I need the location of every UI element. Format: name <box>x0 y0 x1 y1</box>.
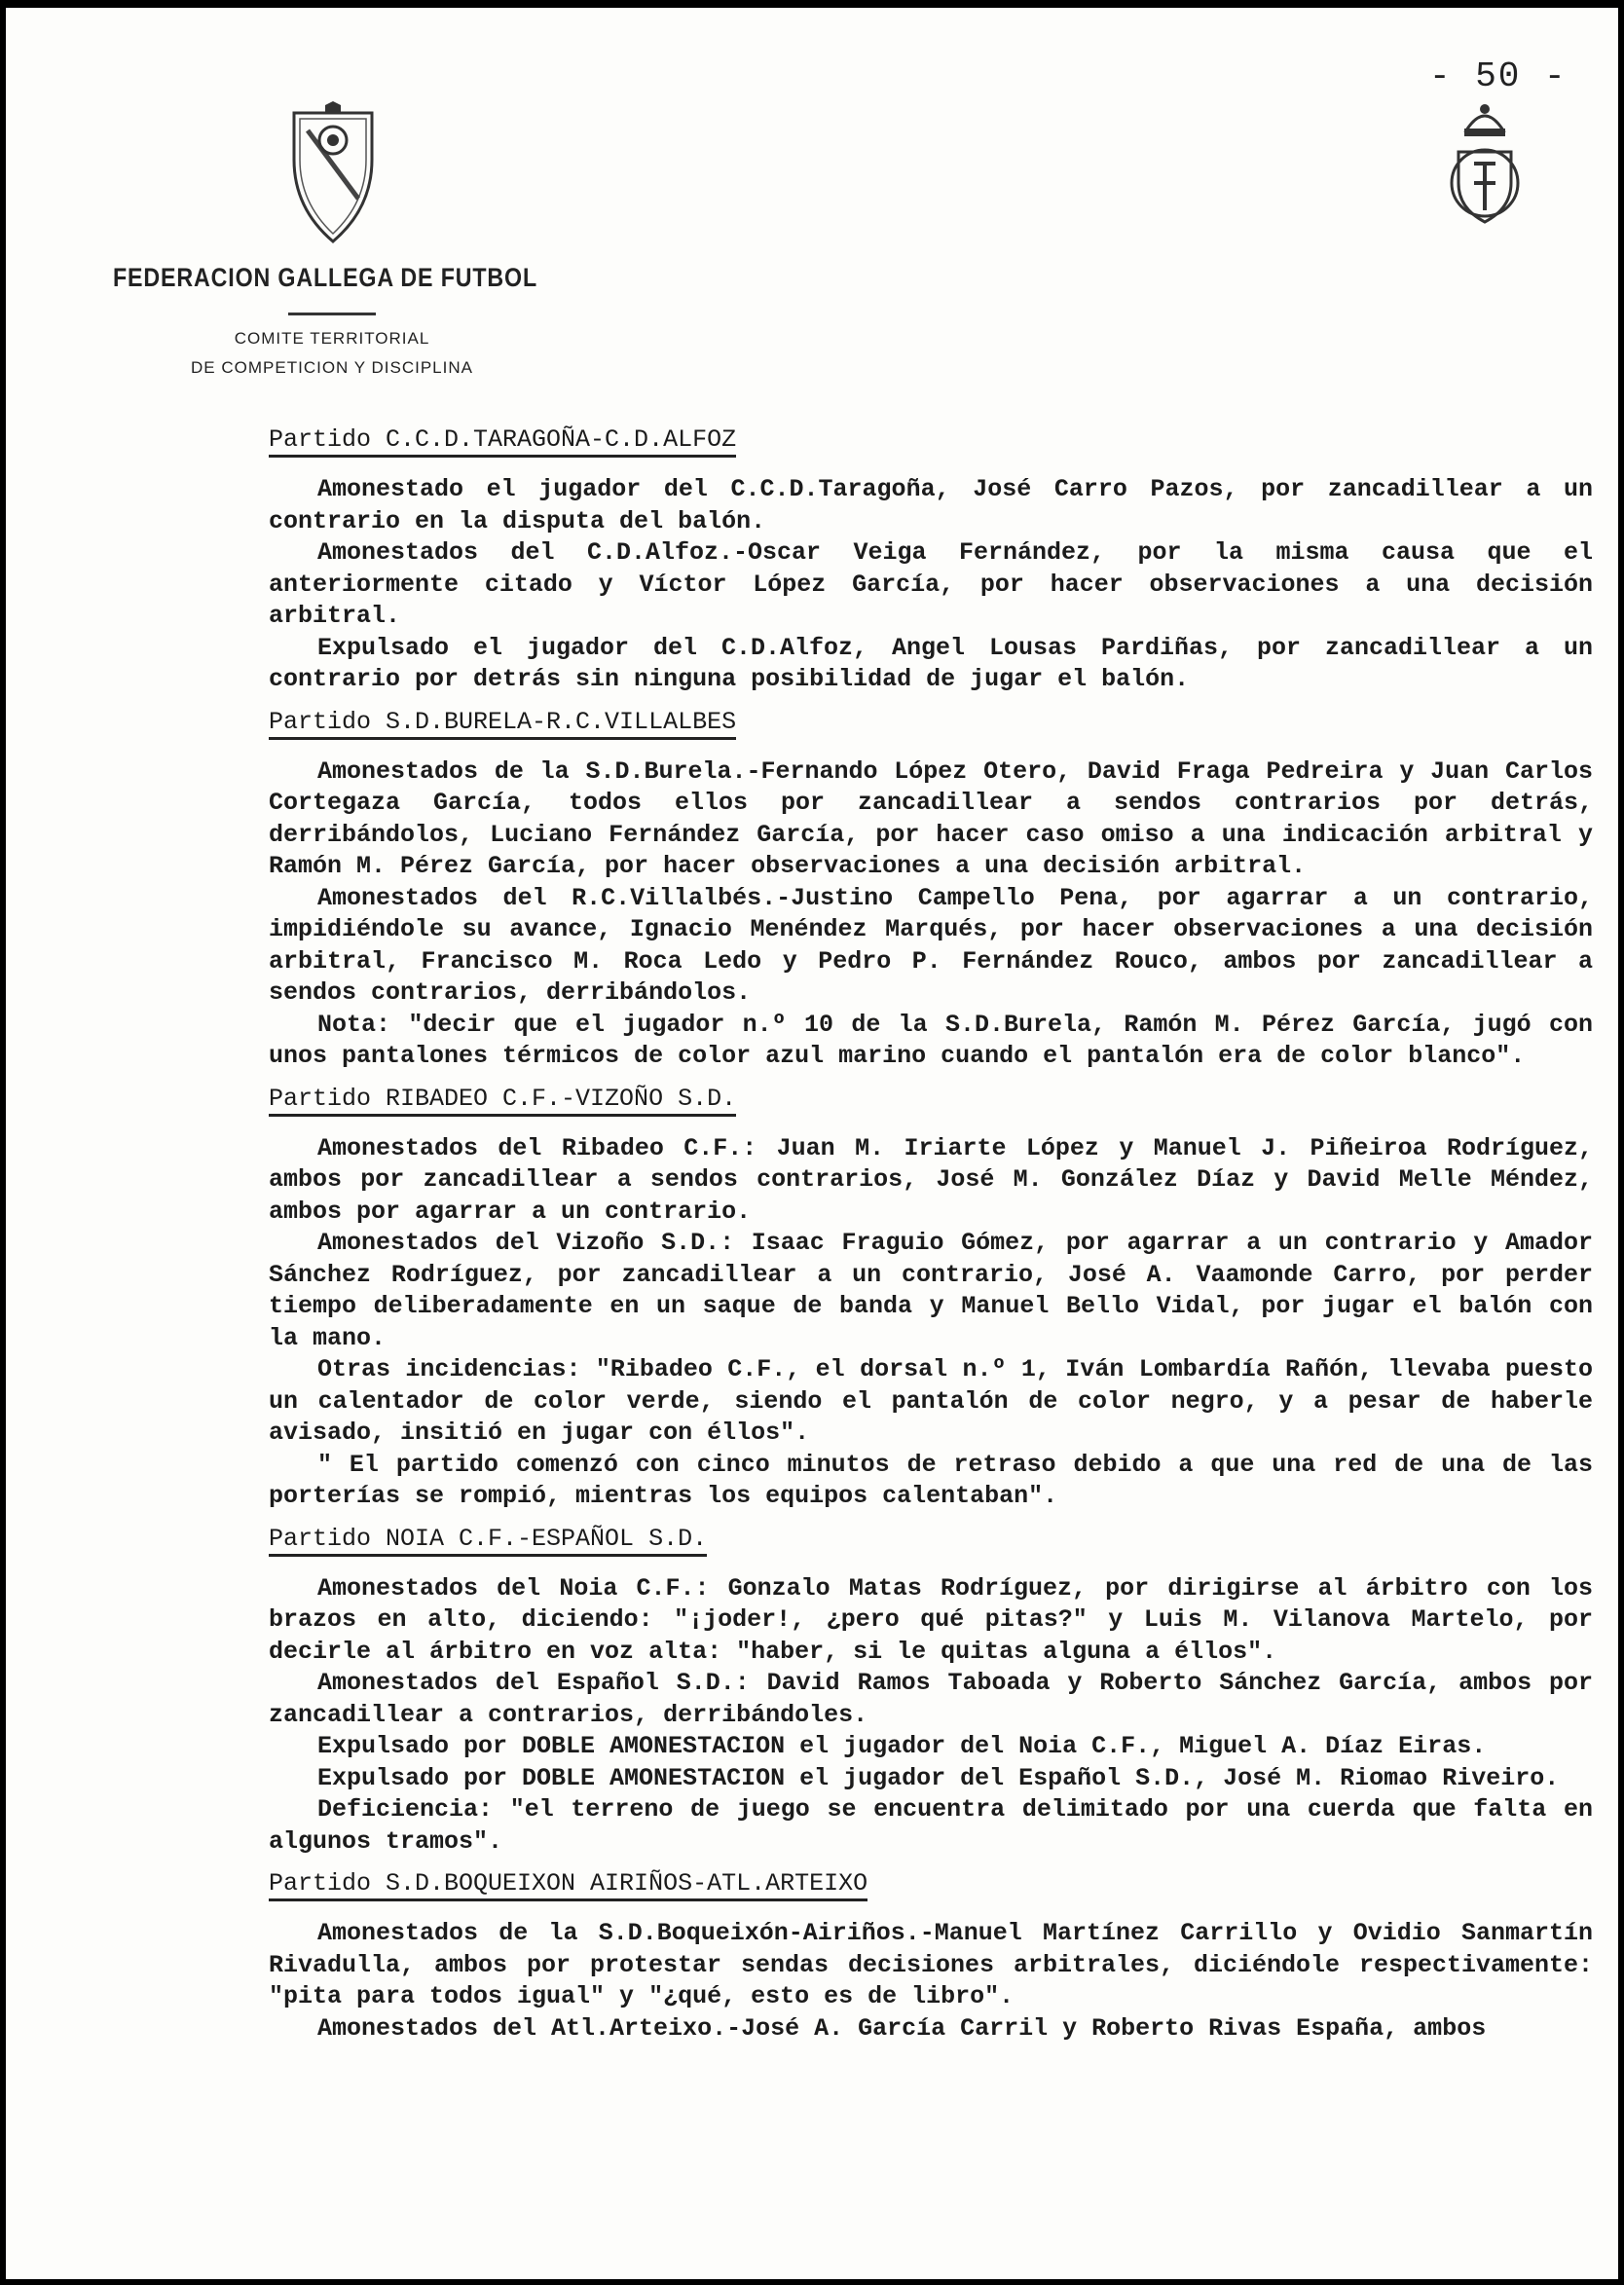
paragraph: Nota: "decir que el jugador n.º 10 de la S.D.Burela, Ramón M. Pérez García, jugó con unos pantalones térmicos de color azul marino cuando el pantalón era de color blanco". <box>269 1010 1593 1070</box>
committee-line-2: DE COMPETICION Y DISCIPLINA <box>191 358 473 377</box>
rfef-crest-icon <box>1445 95 1525 226</box>
paragraph: Amonestados del Español S.D.: David Ramos Taboada y Roberto Sánchez García, ambos por zancadillear a contrarios, derribándoles. <box>269 1669 1593 1729</box>
header-divider <box>288 313 376 315</box>
paragraph: Amonestados del Ribadeo C.F.: Juan M. Iriarte López y Manuel J. Piñeiroa Rodríguez, ambos por zancadillear a sendos contrarios, José M. González Díaz y David Melle Méndez, ambos por agarrar a un contrario. <box>269 1133 1593 1226</box>
paragraph: Amonestados de la S.D.Boqueixón-Airiños.-Manuel Martínez Carrillo y Ovidio Sanmartín Rivadulla, ambos por protestar sendas decisiones arbitrales, diciéndole respectivamente: "pita para todos igual" y "¿qué, esto es de libro". <box>269 1919 1593 2010</box>
section-gap <box>269 1073 1593 1081</box>
document-page <box>6 8 1618 2279</box>
federation-name: FEDERACION GALLEGA DE FUTBOL <box>113 263 538 292</box>
paragraph: Expulsado por DOBLE AMONESTACION el jugador del Español S.D., José M. Riomao Riveiro. <box>317 1763 1560 1792</box>
paragraph: Amonestados del C.D.Alfoz.-Oscar Veiga Fernández, por la misma causa que el anteriormente citado y Víctor López García, por hacer observaciones a una decisión arbitral. <box>269 538 1593 630</box>
committee-line-1: COMITE TERRITORIAL <box>234 329 430 348</box>
document-body <box>269 422 1593 2045</box>
match-title: Partido RIBADEO C.F.-VIZOÑO S.D. <box>269 1085 736 1117</box>
section-gap <box>269 1858 1593 1865</box>
match-section <box>269 704 1593 1073</box>
paragraph: Deficiencia: "el terreno de juego se encuentra delimitado por una cuerda que falta en algunos tramos". <box>269 1795 1593 1856</box>
section-gap <box>269 1513 1593 1521</box>
match-title: Partido S.D.BURELA-R.C.VILLALBES <box>269 708 736 740</box>
paragraph: Amonestados del Noia C.F.: Gonzalo Matas Rodríguez, por dirigirse al árbitro con los brazos en alto, diciendo: "¡joder!, ¿pero qué pitas?" y Luis M. Vilanova Martelo, por decirle al árbitro en voz alta: "haber, si le quitas alguna a éllos". <box>269 1573 1593 1666</box>
paragraph: Amonestados del Atl.Arteixo.-José A. García Carril y Roberto Rivas España, ambos <box>317 2013 1487 2043</box>
page-number: - 50 - <box>1429 56 1568 96</box>
match-section <box>269 1081 1593 1513</box>
match-section <box>269 1865 1593 2045</box>
match-title: Partido C.C.D.TARAGOÑA-C.D.ALFOZ <box>269 425 736 458</box>
paragraph: Amonestados de la S.D.Burela.-Fernando López Otero, David Fraga Pedreira y Juan Carlos Cortegaza García, todos ellos por zancadillear a sendos contrarios por detrás, derribándolos, Luciano Fernández García, por hacer caso omiso a una indicación arbitral y Ramón M. Pérez García, por hacer observaciones a una decisión arbitral. <box>269 756 1593 880</box>
match-title: Partido S.D.BOQUEIXON AIRIÑOS-ATL.ARTEIXO <box>269 1869 867 1901</box>
match-title: Partido NOIA C.F.-ESPAÑOL S.D. <box>269 1525 707 1557</box>
paragraph: Expulsado el jugador del C.D.Alfoz, Angel Lousas Pardiñas, por zancadillear a un contrario por detrás sin ninguna posibilidad de jugar el balón. <box>269 633 1593 693</box>
match-section <box>269 422 1593 696</box>
paragraph: " El partido comenzó con cinco minutos de retraso debido a que una red de una de las porterías se rompió, mientras los equipos calentaban". <box>269 1450 1593 1510</box>
match-section <box>269 1521 1593 1859</box>
paragraph: Amonestados del Vizoño S.D.: Isaac Fraguio Gómez, por agarrar a un contrario y Amador Sánchez Rodríguez, por zancadillear a un contrario, José A. Vaamonde Carro, por perder tiempo deliberadamente en un saque de banda y Manuel Bello Vidal, por jugar el balón con la mano. <box>269 1229 1593 1352</box>
federation-shield-icon <box>288 101 378 245</box>
paragraph: Amonestado el jugador del C.C.D.Taragoña, José Carro Pazos, por zancadillear a un contrario en la disputa del balón. <box>269 475 1593 535</box>
section-gap <box>269 696 1593 704</box>
paragraph: Otras incidencias: "Ribadeo C.F., el dorsal n.º 1, Iván Lombardía Rañón, llevaba puesto un calentador de color verde, siendo el pantalón de color negro, y a pesar de haberle avisado, insitió en jugar con éllos". <box>269 1355 1593 1447</box>
paragraph: Expulsado por DOBLE AMONESTACION el jugador del Noia C.F., Miguel A. Díaz Eiras. <box>317 1732 1487 1760</box>
paragraph: Amonestados del R.C.Villalbés.-Justino Campello Pena, por agarrar a un contrario, impidiéndole su avance, Ignacio Menéndez Marqués, por hacer observaciones a una decisión arbitral, Francisco M. Roca Ledo y Pedro P. Fernández Rouco, ambos por zancadillear a sendos contrarios, derribándolos. <box>269 883 1593 1007</box>
